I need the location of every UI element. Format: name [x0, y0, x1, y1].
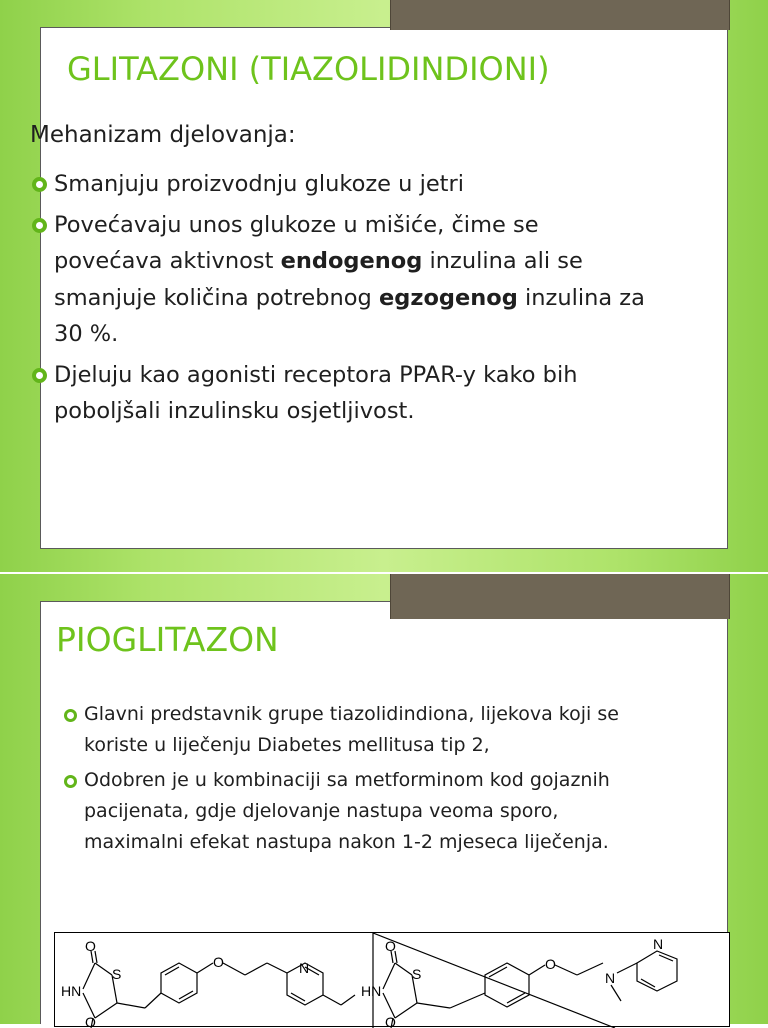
bullet-text: Odobren je u kombinaciji sa metforminom kod gojaznih pacijenata, gdje djelovanje nastupa veoma sporo, maximalni efekat nastupa nakon 1-2 mjeseca liječenja. [84, 769, 610, 853]
bullet-text: Povećavaju unos glukoze u mišiće, čime se povećava aktivnost [54, 211, 539, 274]
list-item [32, 166, 652, 203]
atom-label: N [299, 960, 310, 976]
slide-title: GLITAZONI (TIAZOLIDINDIONI) [67, 50, 550, 88]
bullet-text: Djeluju kao agonisti receptora PPAR-y kako bih poboljšali inzulinsku osjetljivost. [54, 361, 578, 424]
slide-tab-decoration [390, 0, 730, 30]
bullet-text: inzulina ali se smanjuje količina potrebnog [54, 248, 583, 311]
bullet-ring-icon [32, 177, 47, 192]
chemical-structures-drawing [55, 933, 731, 1028]
slide-title: PIOGLITAZON [56, 620, 279, 659]
bullet-text: inzulina za 30 %. [54, 284, 645, 347]
bullet-ring-icon [64, 709, 77, 722]
bold-term-exogenous: egzogenog [378, 284, 518, 311]
list-item [64, 765, 624, 858]
atom-label: O [213, 954, 224, 970]
bullet-text: Smanjuju proizvodnju glukoze u jetri [54, 171, 464, 197]
atom-label: O [85, 1014, 96, 1028]
bullet-ring-icon [32, 218, 47, 233]
intro-text: Mehanizam djelovanja: [30, 122, 296, 148]
bullet-list [64, 699, 624, 862]
bullet-text: Glavni predstavnik grupe tiazolidindiona, lijekova koji se koriste u liječenju Diabetes mellitusa tip 2, [84, 703, 619, 756]
list-item [64, 699, 624, 761]
list-item [32, 207, 652, 353]
atom-label: O [385, 938, 396, 954]
bullet-list [32, 166, 652, 434]
atom-label: HN [61, 983, 82, 999]
atom-label: HN [361, 983, 382, 999]
atom-label: N [653, 936, 664, 952]
atom-label: O [545, 956, 556, 972]
list-item [32, 357, 652, 430]
slide-tab-decoration [390, 574, 730, 619]
atom-label: O [85, 938, 96, 954]
chemical-structures-panel [54, 932, 730, 1027]
atom-label: N [605, 970, 616, 986]
bullet-ring-icon [64, 775, 77, 788]
atom-label: S [412, 966, 422, 982]
bullet-ring-icon [32, 368, 47, 383]
bold-term-endogenous: endogenog [280, 248, 423, 274]
atom-label: S [112, 966, 122, 982]
atom-label: O [385, 1014, 396, 1028]
